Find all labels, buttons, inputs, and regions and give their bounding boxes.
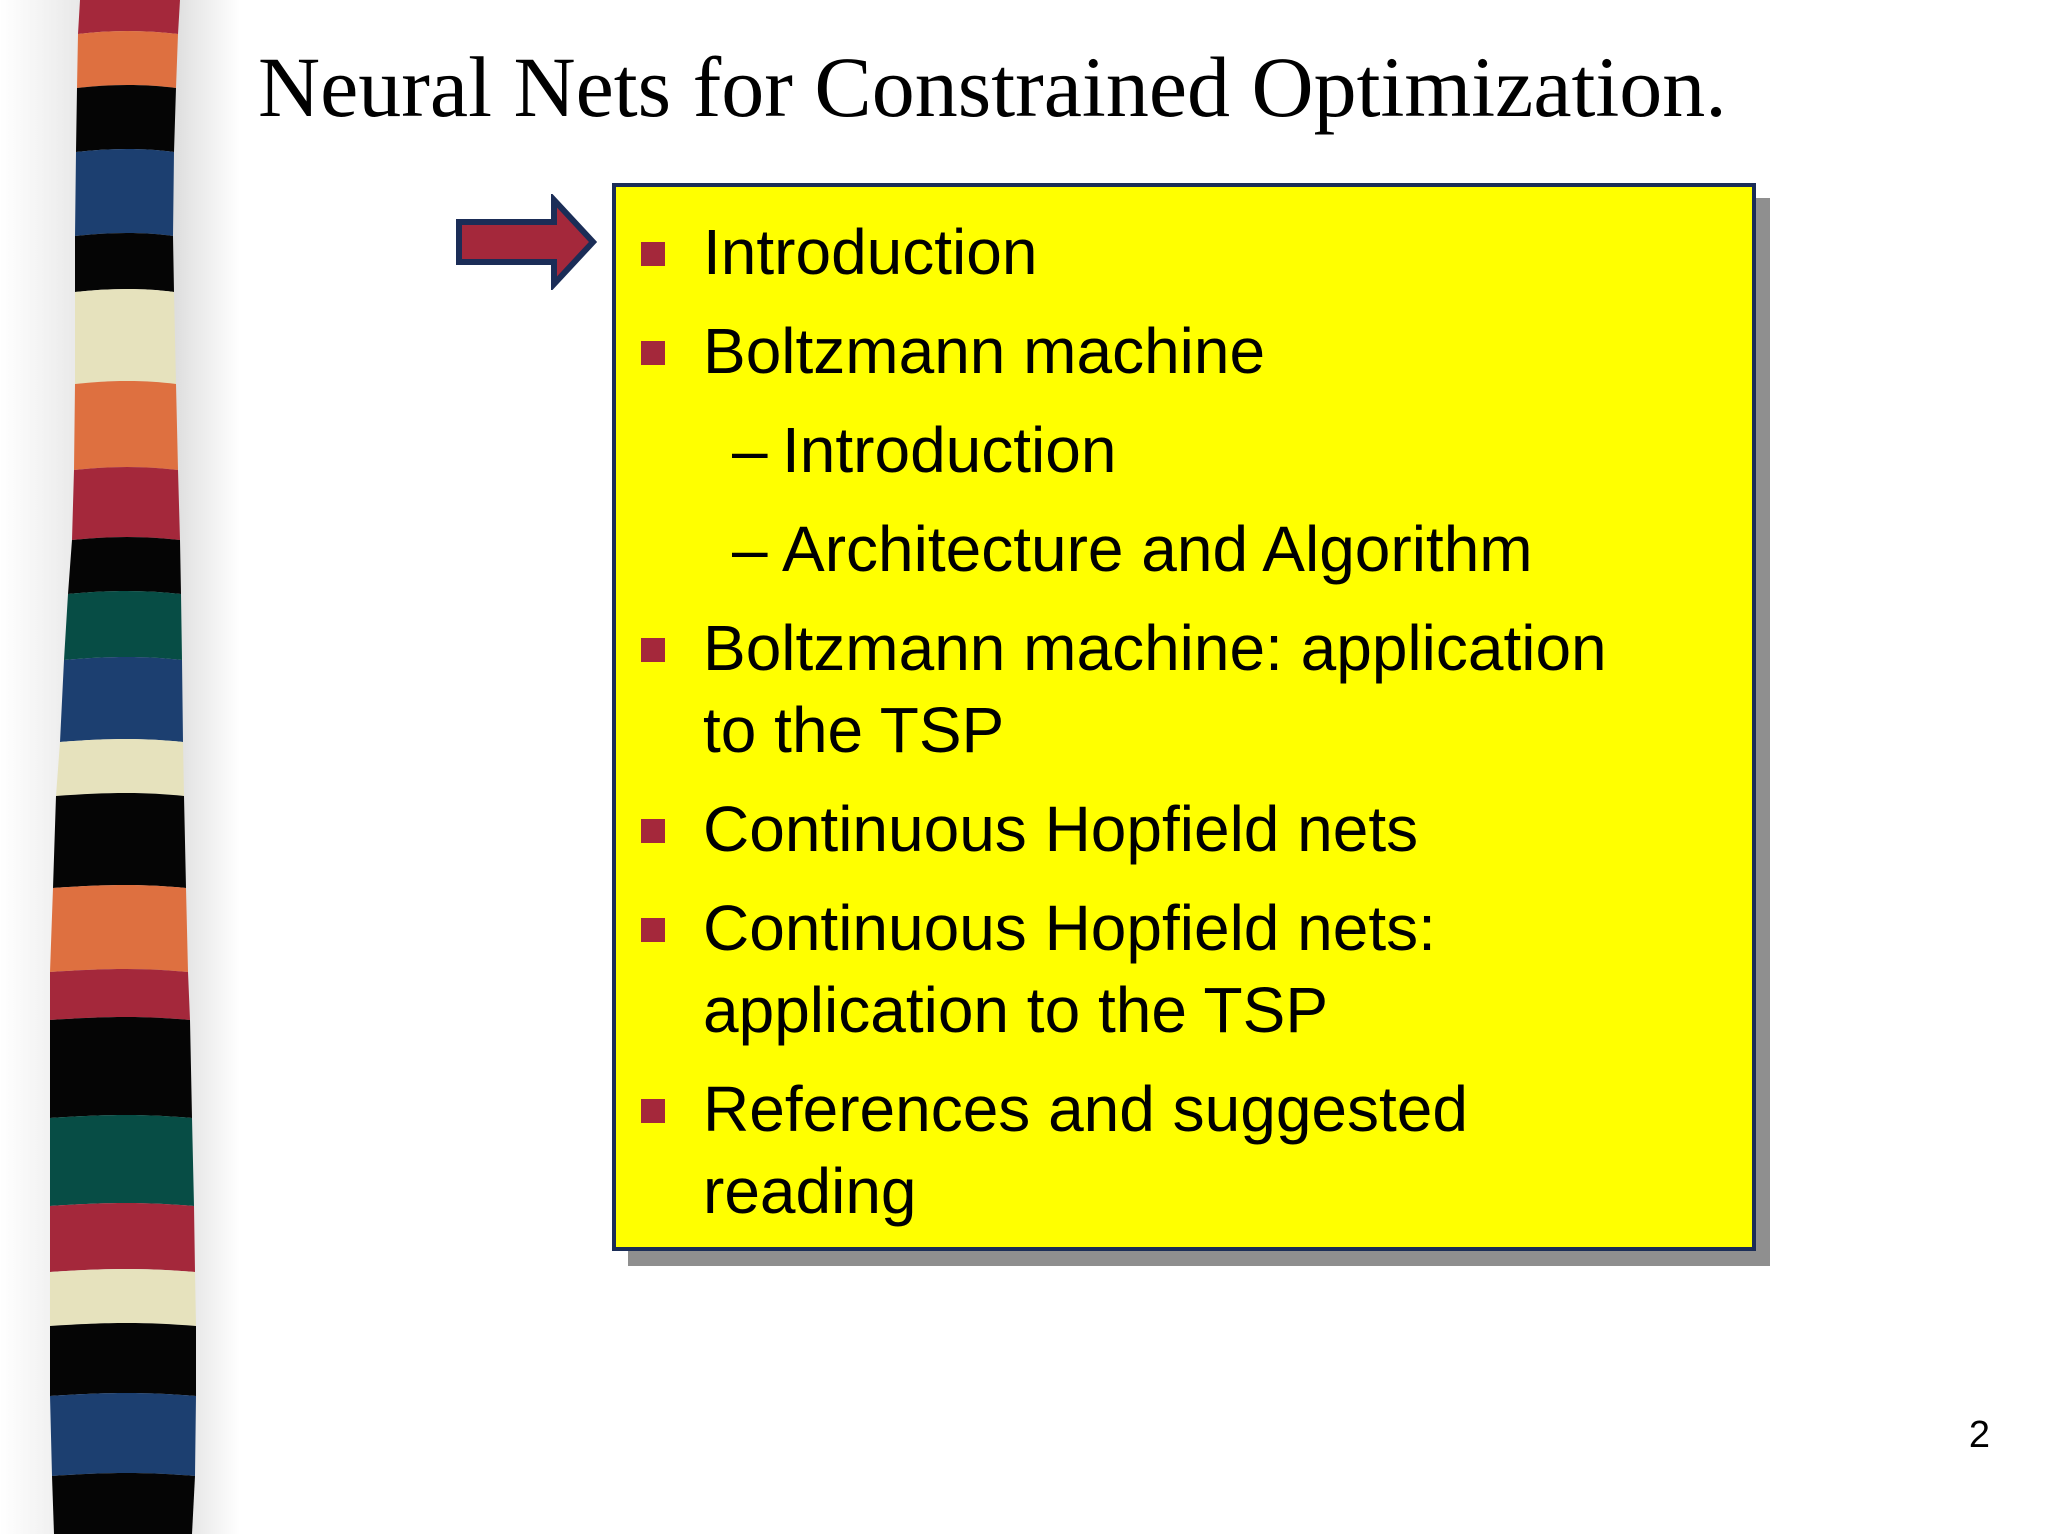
outline-item-references: [703, 1068, 1468, 1232]
square-bullet-icon: [641, 638, 665, 662]
square-bullet-icon: [641, 918, 665, 942]
outline-item-line: Continuous Hopfield nets:: [703, 892, 1436, 964]
sub-item-dash: –: [732, 513, 768, 585]
outline-item-boltzmann-machine: [703, 310, 1265, 392]
sub-item-dash: –: [732, 414, 768, 486]
outline-box: [612, 183, 1756, 1251]
outline-item-line: Boltzmann machine: application: [703, 612, 1607, 684]
right-arrow-icon: [455, 194, 597, 290]
outline-item-line: reading: [703, 1155, 917, 1227]
slide-title: Neural Nets for Constrained Optimization.: [258, 39, 1727, 135]
outline-item-line: References and suggested: [703, 1073, 1468, 1145]
outline-item-line: Introduction: [703, 216, 1038, 288]
outline-item-introduction: [703, 211, 1037, 293]
striped-bar-decoration: [50, 0, 210, 1534]
square-bullet-icon: [641, 341, 665, 365]
outline-item-hopfield-application-tsp: [703, 887, 1436, 1051]
outline-item-continuous-hopfield-nets: [703, 788, 1418, 870]
outline-item-line: Architecture and Algorithm: [782, 513, 1533, 585]
page-number: 2: [1968, 1414, 1990, 1456]
outline-item-line: to the TSP: [703, 694, 1005, 766]
outline-item-line: application to the TSP: [703, 974, 1328, 1046]
square-bullet-icon: [641, 819, 665, 843]
square-bullet-icon: [641, 1099, 665, 1123]
outline-item-line: Introduction: [782, 414, 1117, 486]
outline-item-line: Boltzmann machine: [703, 315, 1266, 387]
square-bullet-icon: [641, 242, 665, 266]
outline-item-boltzmann-application-tsp: [703, 607, 1607, 771]
sub-item-introduction: [782, 409, 1116, 491]
sub-item-architecture-and-algorithm: [782, 508, 1533, 590]
outline-item-line: Continuous Hopfield nets: [703, 793, 1419, 865]
